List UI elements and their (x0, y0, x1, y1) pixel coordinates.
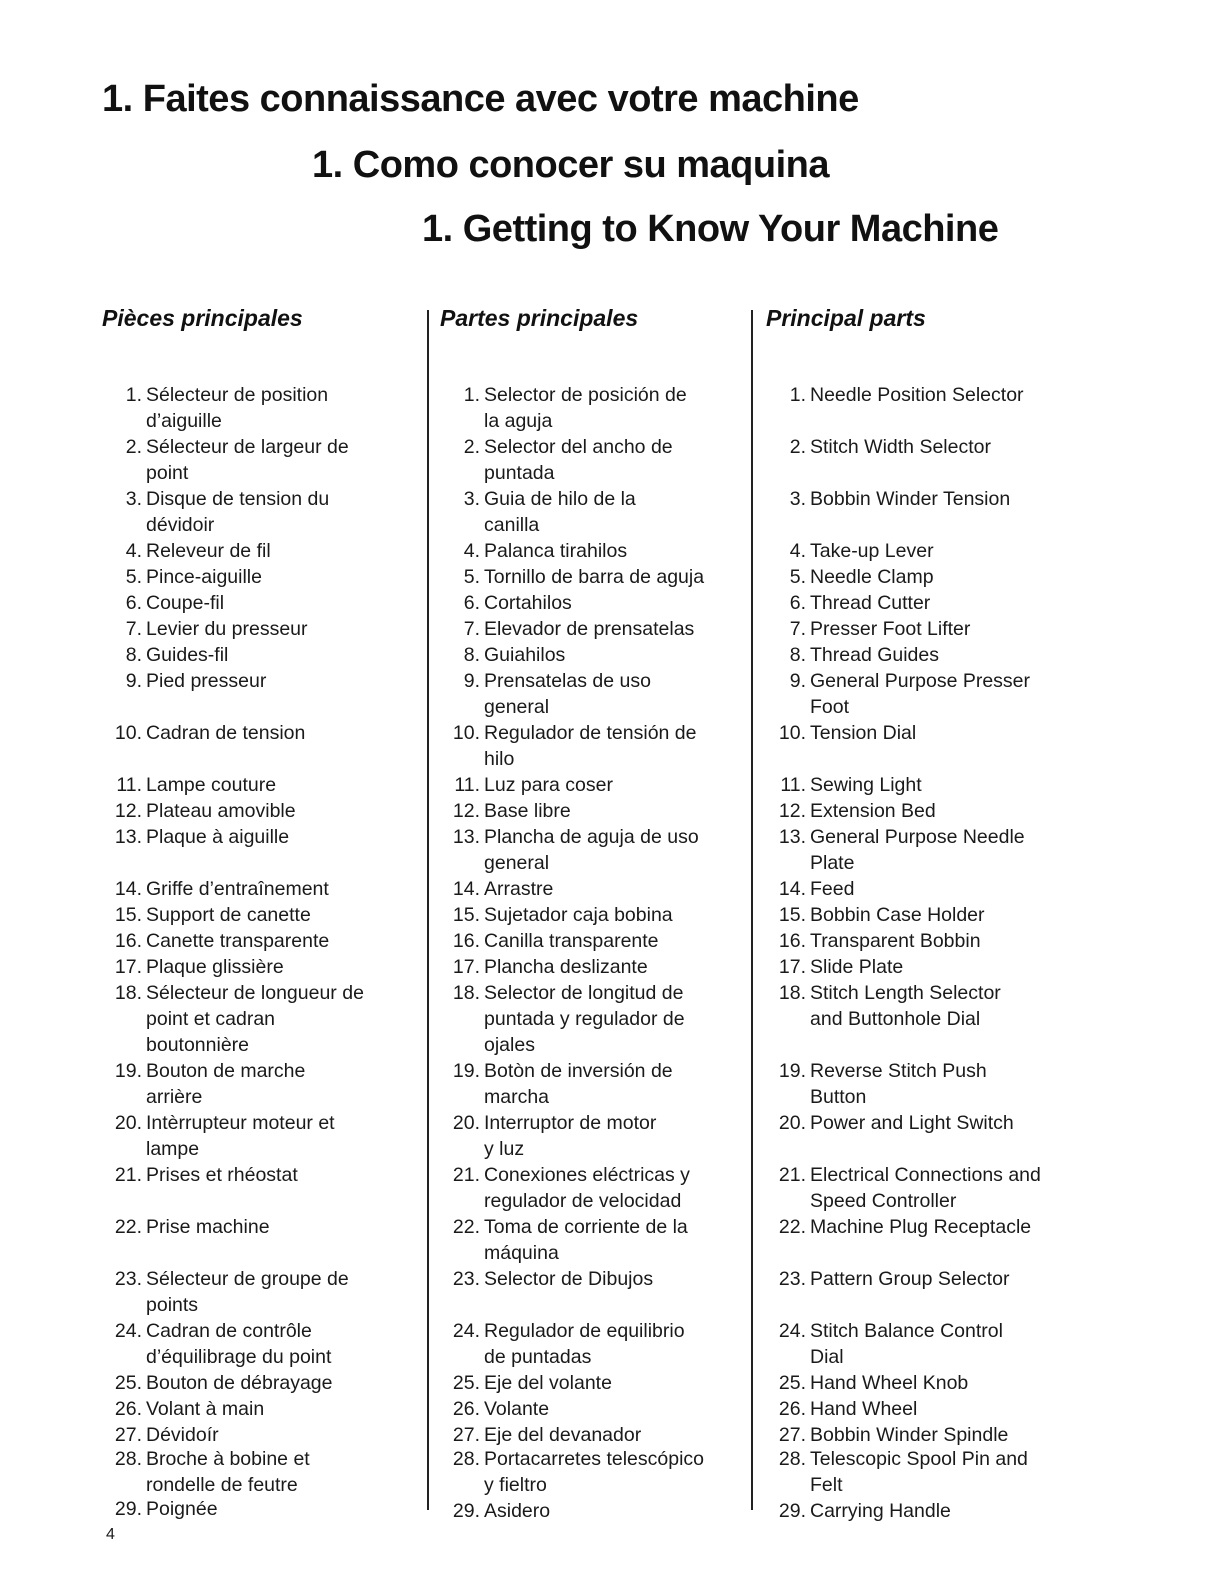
item-label: Carrying Handle (810, 1500, 951, 1522)
item-number: 18. (778, 982, 806, 1004)
item-label: Selector de longitud de puntada y regulador de ojales (484, 982, 685, 1056)
item-number: 20. (452, 1112, 480, 1134)
item-number: 20. (114, 1112, 142, 1134)
item-number: 5. (125, 566, 142, 588)
list-item (102, 1318, 331, 1370)
list-item (440, 1058, 673, 1110)
list-item (766, 954, 903, 980)
item-label: Plancha de aguja de uso general (484, 826, 699, 874)
list-item (440, 1162, 690, 1214)
item-number: 23. (778, 1268, 806, 1290)
item-label: Toma de corriente de la máquina (484, 1216, 688, 1264)
item-label: Hand Wheel Knob (810, 1372, 969, 1394)
item-number: 10. (452, 722, 480, 744)
item-label: Sujetador caja bobina (484, 904, 673, 926)
list-item (766, 1214, 1031, 1240)
list-item (766, 902, 985, 928)
list-item (102, 1214, 270, 1240)
french-column (102, 305, 412, 1520)
item-label: Sélecteur de largeur de point (146, 436, 349, 484)
list-item (766, 1318, 1003, 1370)
item-number: 24. (114, 1320, 142, 1342)
item-label: Telescopic Spool Pin and Felt (810, 1448, 1028, 1496)
item-label: Thread Guides (810, 644, 939, 666)
list-item (102, 824, 289, 850)
item-number: 10. (114, 722, 142, 744)
list-item (102, 1370, 333, 1396)
item-label: Plaque glissière (146, 956, 284, 978)
item-label: Elevador de prensatelas (484, 618, 695, 640)
item-label: Selector de posición de la aguja (484, 384, 687, 432)
item-label: Portacarretes telescópico y fieltro (484, 1448, 705, 1496)
item-label: Thread Cutter (810, 592, 931, 614)
item-number: 29. (114, 1498, 142, 1520)
list-item (766, 616, 970, 642)
list-item (766, 980, 1001, 1032)
item-number: 20. (778, 1112, 806, 1134)
list-item (766, 1370, 968, 1396)
item-number: 29. (778, 1500, 806, 1522)
list-item (102, 1446, 310, 1498)
item-number: 8. (125, 644, 142, 666)
item-number: 25. (778, 1372, 806, 1394)
item-number: 16. (452, 930, 480, 952)
list-item (102, 616, 308, 642)
list-item (766, 1266, 1009, 1292)
list-item (440, 564, 704, 590)
item-label: Eje del volante (484, 1372, 612, 1394)
list-item (440, 954, 648, 980)
item-label: General Purpose Presser Foot (810, 670, 1031, 718)
item-label: Bobbin Case Holder (810, 904, 985, 926)
list-item (440, 772, 613, 798)
item-label: Needle Clamp (810, 566, 934, 588)
item-number: 23. (114, 1268, 142, 1290)
item-number: 23. (452, 1268, 480, 1290)
list-item (766, 434, 991, 460)
list-item (440, 434, 673, 486)
list-item (766, 1446, 1028, 1498)
item-label: Broche à bobine et rondelle de feutre (146, 1448, 310, 1496)
list-item (440, 798, 571, 824)
item-number: 1. (789, 384, 806, 406)
item-label: Levier du presseur (146, 618, 308, 640)
item-label: Sélecteur de groupe de points (146, 1268, 349, 1316)
list-item (102, 1162, 298, 1188)
item-label: Needle Position Selector (810, 384, 1024, 406)
list-item (440, 1214, 688, 1266)
item-label: Hand Wheel (810, 1398, 918, 1420)
item-number: 15. (452, 904, 480, 926)
list-item (440, 1318, 685, 1370)
item-label: Take-up Lever (810, 540, 934, 562)
item-label: Electrical Connections and Speed Controller (810, 1164, 1041, 1212)
list-item (440, 1422, 641, 1448)
item-number: 3. (463, 488, 480, 510)
item-number: 4. (463, 540, 480, 562)
item-label: Transparent Bobbin (810, 930, 981, 952)
item-label: Selector del ancho de puntada (484, 436, 673, 484)
item-number: 26. (778, 1398, 806, 1420)
list-item (102, 1058, 305, 1110)
item-number: 3. (789, 488, 806, 510)
item-label: Stitch Width Selector (810, 436, 991, 458)
list-item (440, 876, 553, 902)
list-item (440, 642, 565, 668)
item-number: 27. (452, 1424, 480, 1446)
item-label: Regulador de tensión de hilo (484, 722, 697, 770)
list-item (766, 1162, 1041, 1214)
list-item (102, 486, 329, 538)
list-item (440, 1396, 549, 1422)
item-number: 9. (125, 670, 142, 692)
list-item (102, 928, 329, 954)
item-number: 17. (452, 956, 480, 978)
item-label: Guides-fil (146, 644, 229, 666)
item-number: 12. (452, 800, 480, 822)
item-number: 21. (452, 1164, 480, 1186)
item-label: Arrastre (484, 878, 554, 900)
item-label: Base libre (484, 800, 571, 822)
item-number: 14. (114, 878, 142, 900)
item-label: Interruptor de motor y luz (484, 1112, 657, 1160)
item-number: 2. (125, 436, 142, 458)
list-item (440, 1110, 656, 1162)
item-number: 5. (789, 566, 806, 588)
list-item (766, 668, 1030, 720)
list-item (102, 1422, 219, 1448)
item-number: 7. (789, 618, 806, 640)
list-item (102, 902, 311, 928)
item-label: General Purpose Needle Plate (810, 826, 1025, 874)
list-item (440, 1266, 653, 1292)
list-item (766, 564, 934, 590)
item-label: Pattern Group Selector (810, 1268, 1010, 1290)
list-item (102, 642, 228, 668)
item-number: 22. (778, 1216, 806, 1238)
item-number: 15. (114, 904, 142, 926)
item-label: Eje del devanador (484, 1424, 642, 1446)
item-number: 4. (789, 540, 806, 562)
item-label: Tension Dial (810, 722, 917, 744)
item-number: 21. (114, 1164, 142, 1186)
item-label: Sélecteur de longueur de point et cadran boutonnière (146, 982, 364, 1056)
list-item (766, 928, 981, 954)
list-item (102, 538, 271, 564)
list-item (766, 486, 1010, 512)
item-label: Canette transparente (146, 930, 330, 952)
item-label: Conexiones eléctricas y regulador de velocidad (484, 1164, 690, 1212)
item-number: 27. (114, 1424, 142, 1446)
item-number: 1. (463, 384, 480, 406)
list-item (766, 382, 1024, 408)
title-spanish: 1. Como conocer su maquina (312, 144, 829, 186)
list-item (440, 824, 699, 876)
list-item (766, 538, 934, 564)
item-number: 14. (778, 878, 806, 900)
item-label: Power and Light Switch (810, 1112, 1014, 1134)
list-item (766, 824, 1025, 876)
title-french: 1. Faites connaissance avec votre machine (102, 78, 859, 120)
item-number: 9. (789, 670, 806, 692)
item-label: Bouton de débrayage (146, 1372, 333, 1394)
column-heading: Partes principales (440, 305, 639, 331)
item-label: Intèrrupteur moteur et lampe (146, 1112, 335, 1160)
item-number: 6. (789, 592, 806, 614)
item-label: Regulador de equilibrio de puntadas (484, 1320, 685, 1368)
item-number: 2. (463, 436, 480, 458)
item-label: Tornillo de barra de aguja (484, 566, 705, 588)
item-label: Poignée (146, 1498, 218, 1520)
item-number: 6. (463, 592, 480, 614)
list-item (440, 1498, 550, 1524)
item-number: 11. (780, 774, 806, 796)
item-number: 12. (778, 800, 806, 822)
list-item (766, 1422, 1008, 1448)
list-item (102, 980, 364, 1058)
list-item (440, 668, 651, 720)
item-number: 8. (789, 644, 806, 666)
list-item (102, 434, 349, 486)
item-label: Stitch Length Selector and Buttonhole Dial (810, 982, 1001, 1030)
list-item (766, 642, 939, 668)
list-item (102, 720, 305, 746)
item-number: 17. (778, 956, 806, 978)
spanish-column (440, 305, 746, 1522)
list-item (102, 668, 266, 694)
item-number: 9. (463, 670, 480, 692)
list-item (440, 486, 636, 538)
item-label: Guia de hilo de la canilla (484, 488, 636, 536)
item-label: Dévidoír (146, 1424, 219, 1446)
item-number: 29. (452, 1500, 480, 1522)
list-item (440, 1370, 612, 1396)
item-number: 19. (452, 1060, 480, 1082)
list-item (766, 720, 916, 746)
item-number: 7. (125, 618, 142, 640)
item-number: 4. (125, 540, 142, 562)
item-label: Plancha deslizante (484, 956, 648, 978)
list-item (102, 1266, 349, 1318)
item-number: 11. (454, 774, 480, 796)
item-label: Stitch Balance Control Dial (810, 1320, 1003, 1368)
list-item (102, 772, 276, 798)
list-item (102, 1396, 264, 1422)
item-label: Bobbin Winder Spindle (810, 1424, 1009, 1446)
item-number: 11. (116, 774, 142, 796)
item-number: 19. (114, 1060, 142, 1082)
list-item (766, 1110, 1014, 1136)
list-item (440, 382, 687, 434)
item-number: 26. (114, 1398, 142, 1420)
item-label: Lampe couture (146, 774, 277, 796)
item-label: Sewing Light (810, 774, 922, 796)
item-number: 26. (452, 1398, 480, 1420)
list-item (440, 538, 627, 564)
item-label: Volante (484, 1398, 550, 1420)
item-number: 6. (125, 592, 142, 614)
list-item (440, 980, 685, 1058)
list-item (766, 1396, 917, 1422)
list-item (766, 590, 930, 616)
item-label: Botòn de inversión de marcha (484, 1060, 673, 1108)
item-number: 22. (452, 1216, 480, 1238)
list-item (440, 590, 572, 616)
item-number: 17. (114, 956, 142, 978)
item-number: 10. (778, 722, 806, 744)
list-item (766, 876, 854, 902)
column-heading: Pièces principales (102, 305, 303, 331)
item-number: 24. (778, 1320, 806, 1342)
item-number: 16. (778, 930, 806, 952)
item-number: 12. (114, 800, 142, 822)
item-number: 25. (452, 1372, 480, 1394)
item-number: 1. (125, 384, 142, 406)
list-item (440, 928, 659, 954)
item-number: 16. (114, 930, 142, 952)
english-column (766, 305, 1076, 1522)
item-label: Presser Foot Lifter (810, 618, 971, 640)
item-label: Feed (810, 878, 855, 900)
item-label: Support de canette (146, 904, 311, 926)
list-item (102, 564, 262, 590)
item-label: Canilla transparente (484, 930, 659, 952)
item-number: 13. (114, 826, 142, 848)
list-item (766, 1498, 951, 1524)
item-label: Luz para coser (484, 774, 613, 796)
item-label: Disque de tension du dévidoir (146, 488, 330, 536)
item-label: Plateau amovible (146, 800, 296, 822)
item-number: 14. (452, 878, 480, 900)
item-number: 13. (452, 826, 480, 848)
item-number: 28. (778, 1448, 806, 1470)
list-item (102, 798, 296, 824)
list-item (102, 382, 328, 434)
list-item (102, 876, 329, 902)
item-label: Palanca tirahilos (484, 540, 628, 562)
list-item (102, 590, 224, 616)
column-divider (751, 310, 753, 1510)
item-label: Bobbin Winder Tension (810, 488, 1011, 510)
item-label: Cadran de tension (146, 722, 306, 744)
list-item (102, 1496, 218, 1522)
item-number: 28. (452, 1448, 480, 1470)
item-number: 5. (463, 566, 480, 588)
list-item (766, 772, 922, 798)
item-label: Releveur de fil (146, 540, 271, 562)
item-number: 25. (114, 1372, 142, 1394)
item-label: Pince-aiguille (146, 566, 262, 588)
list-item (440, 902, 673, 928)
title-english: 1. Getting to Know Your Machine (422, 208, 999, 250)
item-label: Prensatelas de uso general (484, 670, 651, 718)
item-number: 28. (114, 1448, 142, 1470)
item-label: Bouton de marche arrière (146, 1060, 306, 1108)
item-number: 13. (778, 826, 806, 848)
list-item (766, 1058, 987, 1110)
column-heading: Principal parts (766, 305, 926, 331)
item-number: 21. (778, 1164, 806, 1186)
item-label: Sélecteur de position d’aiguille (146, 384, 329, 432)
item-label: Coupe-fil (146, 592, 225, 614)
page-number: 4 (106, 1526, 115, 1543)
item-label: Extension Bed (810, 800, 936, 822)
item-label: Guiahilos (484, 644, 566, 666)
item-number: 19. (778, 1060, 806, 1082)
item-label: Machine Plug Receptacle (810, 1216, 1032, 1238)
list-item (440, 720, 697, 772)
item-number: 7. (463, 618, 480, 640)
list-item (766, 798, 936, 824)
item-label: Volant à main (146, 1398, 265, 1420)
item-number: 15. (778, 904, 806, 926)
item-label: Reverse Stitch Push Button (810, 1060, 987, 1108)
item-label: Prises et rhéostat (146, 1164, 298, 1186)
item-number: 3. (125, 488, 142, 510)
column-divider (427, 310, 429, 1510)
list-item (440, 1446, 704, 1498)
item-number: 18. (114, 982, 142, 1004)
item-label: Asidero (484, 1500, 551, 1522)
item-label: Cadran de contrôle d’équilibrage du point (146, 1320, 332, 1368)
item-number: 24. (452, 1320, 480, 1342)
item-label: Prise machine (146, 1216, 270, 1238)
item-label: Griffe d’entraînement (146, 878, 329, 900)
item-number: 2. (789, 436, 806, 458)
item-label: Cortahilos (484, 592, 572, 614)
list-item (440, 616, 694, 642)
item-label: Plaque à aiguille (146, 826, 290, 848)
item-number: 8. (463, 644, 480, 666)
list-item (102, 1110, 335, 1162)
item-label: Selector de Dibujos (484, 1268, 654, 1290)
item-label: Pied presseur (146, 670, 267, 692)
item-number: 22. (114, 1216, 142, 1238)
list-item (102, 954, 284, 980)
item-number: 18. (452, 982, 480, 1004)
item-label: Slide Plate (810, 956, 904, 978)
item-number: 27. (778, 1424, 806, 1446)
